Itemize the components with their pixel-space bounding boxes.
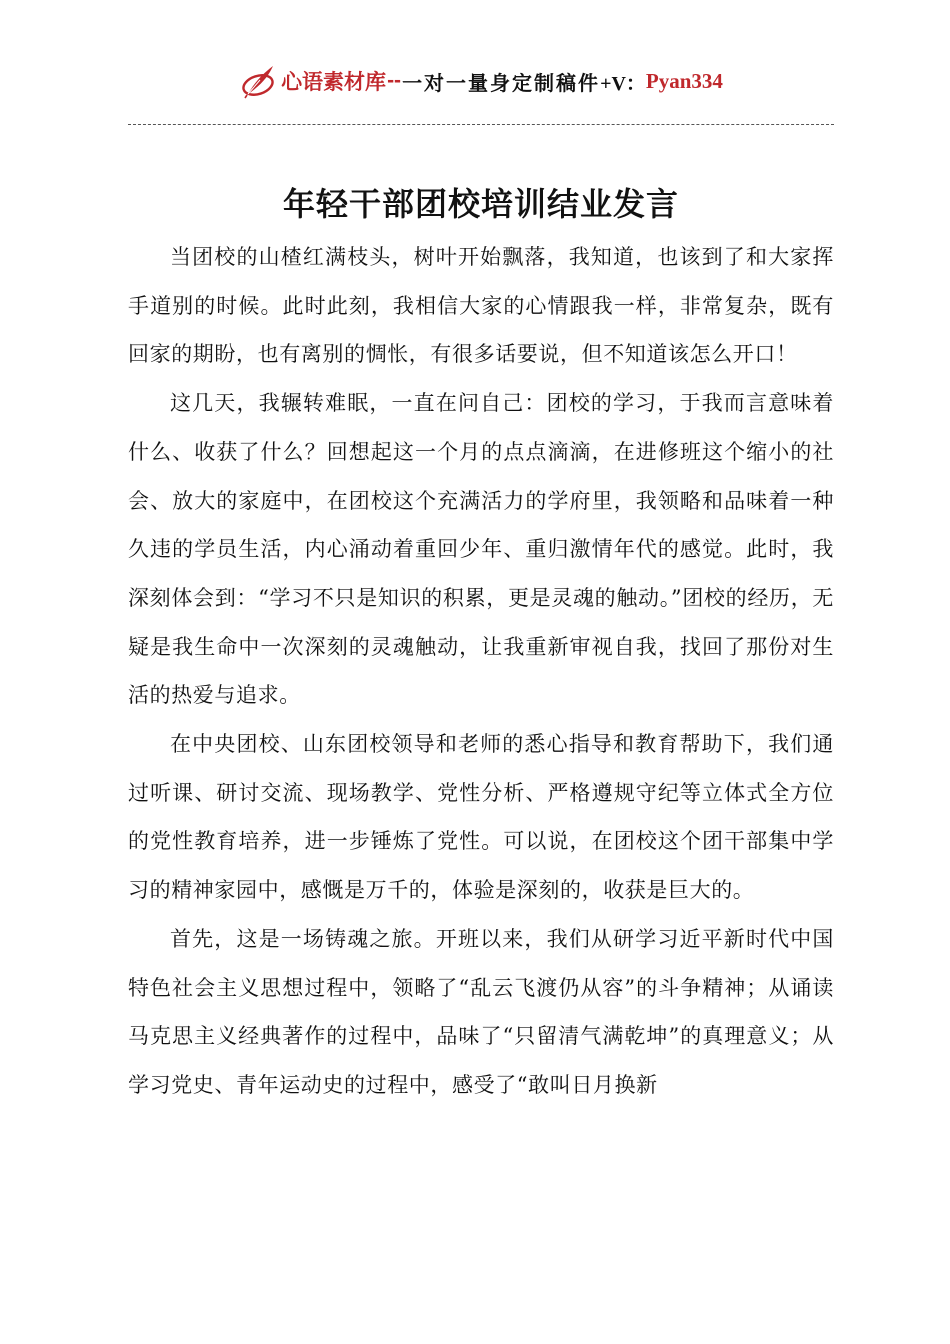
- contact-value: Pyan334: [645, 68, 723, 93]
- paragraph-4: 首先，这是一场铸魂之旅。开班以来，我们从研学习近平新时代中国特色社会主义思想过程中，领略了“乱云飞渡仍从容”的斗争精神；从诵读马克思主义经典著作的过程中，品味了“只留清气满乾坤”的真理意义；从学习党史、青年运动史的过程中，感受了“敢叫日月换新: [128, 926, 834, 1097]
- header-separator: --: [387, 69, 402, 92]
- contact-label: +V：: [600, 72, 646, 95]
- document-title: 年轻干部团校培训结业发言: [282, 185, 679, 223]
- brand-name: 心语素材库: [281, 70, 387, 94]
- header-slogan: 一对一量身定制稿件: [402, 70, 601, 95]
- paragraph-1: 当团校的山楂红满枝头，树叶开始飘落，我知道，也该到了和大家挥手道别的时候。此时此刻，我相信大家的心情跟我一样，非常复杂，既有回家的期盼，也有离别的惆怅，有很多话要说，但不知道该怎么开口！: [128, 245, 834, 367]
- header-divider: [128, 124, 834, 125]
- page-header: [128, 56, 834, 106]
- document-body: [128, 233, 834, 1110]
- quill-pen-icon: [239, 61, 279, 101]
- paragraph-2: 这几天，我辗转难眠，一直在问自己：团校的学习，于我而言意味着什么、收获了什么？回想起这一个月的点点滴滴，在进修班这个缩小的社会、放大的家庭中，在团校这个充满活力的学府里，我领略和品味着一种久违的学员生活，内心涌动着重回少年、重归激情年代的感觉。此时，我深刻体会到：“学习不只是知识的积累，更是灵魂的触动。”团校的经历，无疑是我生命中一次深刻的灵魂触动，让我重新审视自我，找回了那份对生活的热爱与追求。: [128, 391, 834, 708]
- paragraph-3: 在中央团校、山东团校领导和老师的悉心指导和教育帮助下，我们通过听课、研讨交流、现场教学、党性分析、严格遵规守纪等立体式全方位的党性教育培养，进一步锤炼了党性。可以说，在团校这个团干部集中学习的精神家园中，感慨是万千的，体验是深刻的，收获是巨大的。: [128, 732, 834, 903]
